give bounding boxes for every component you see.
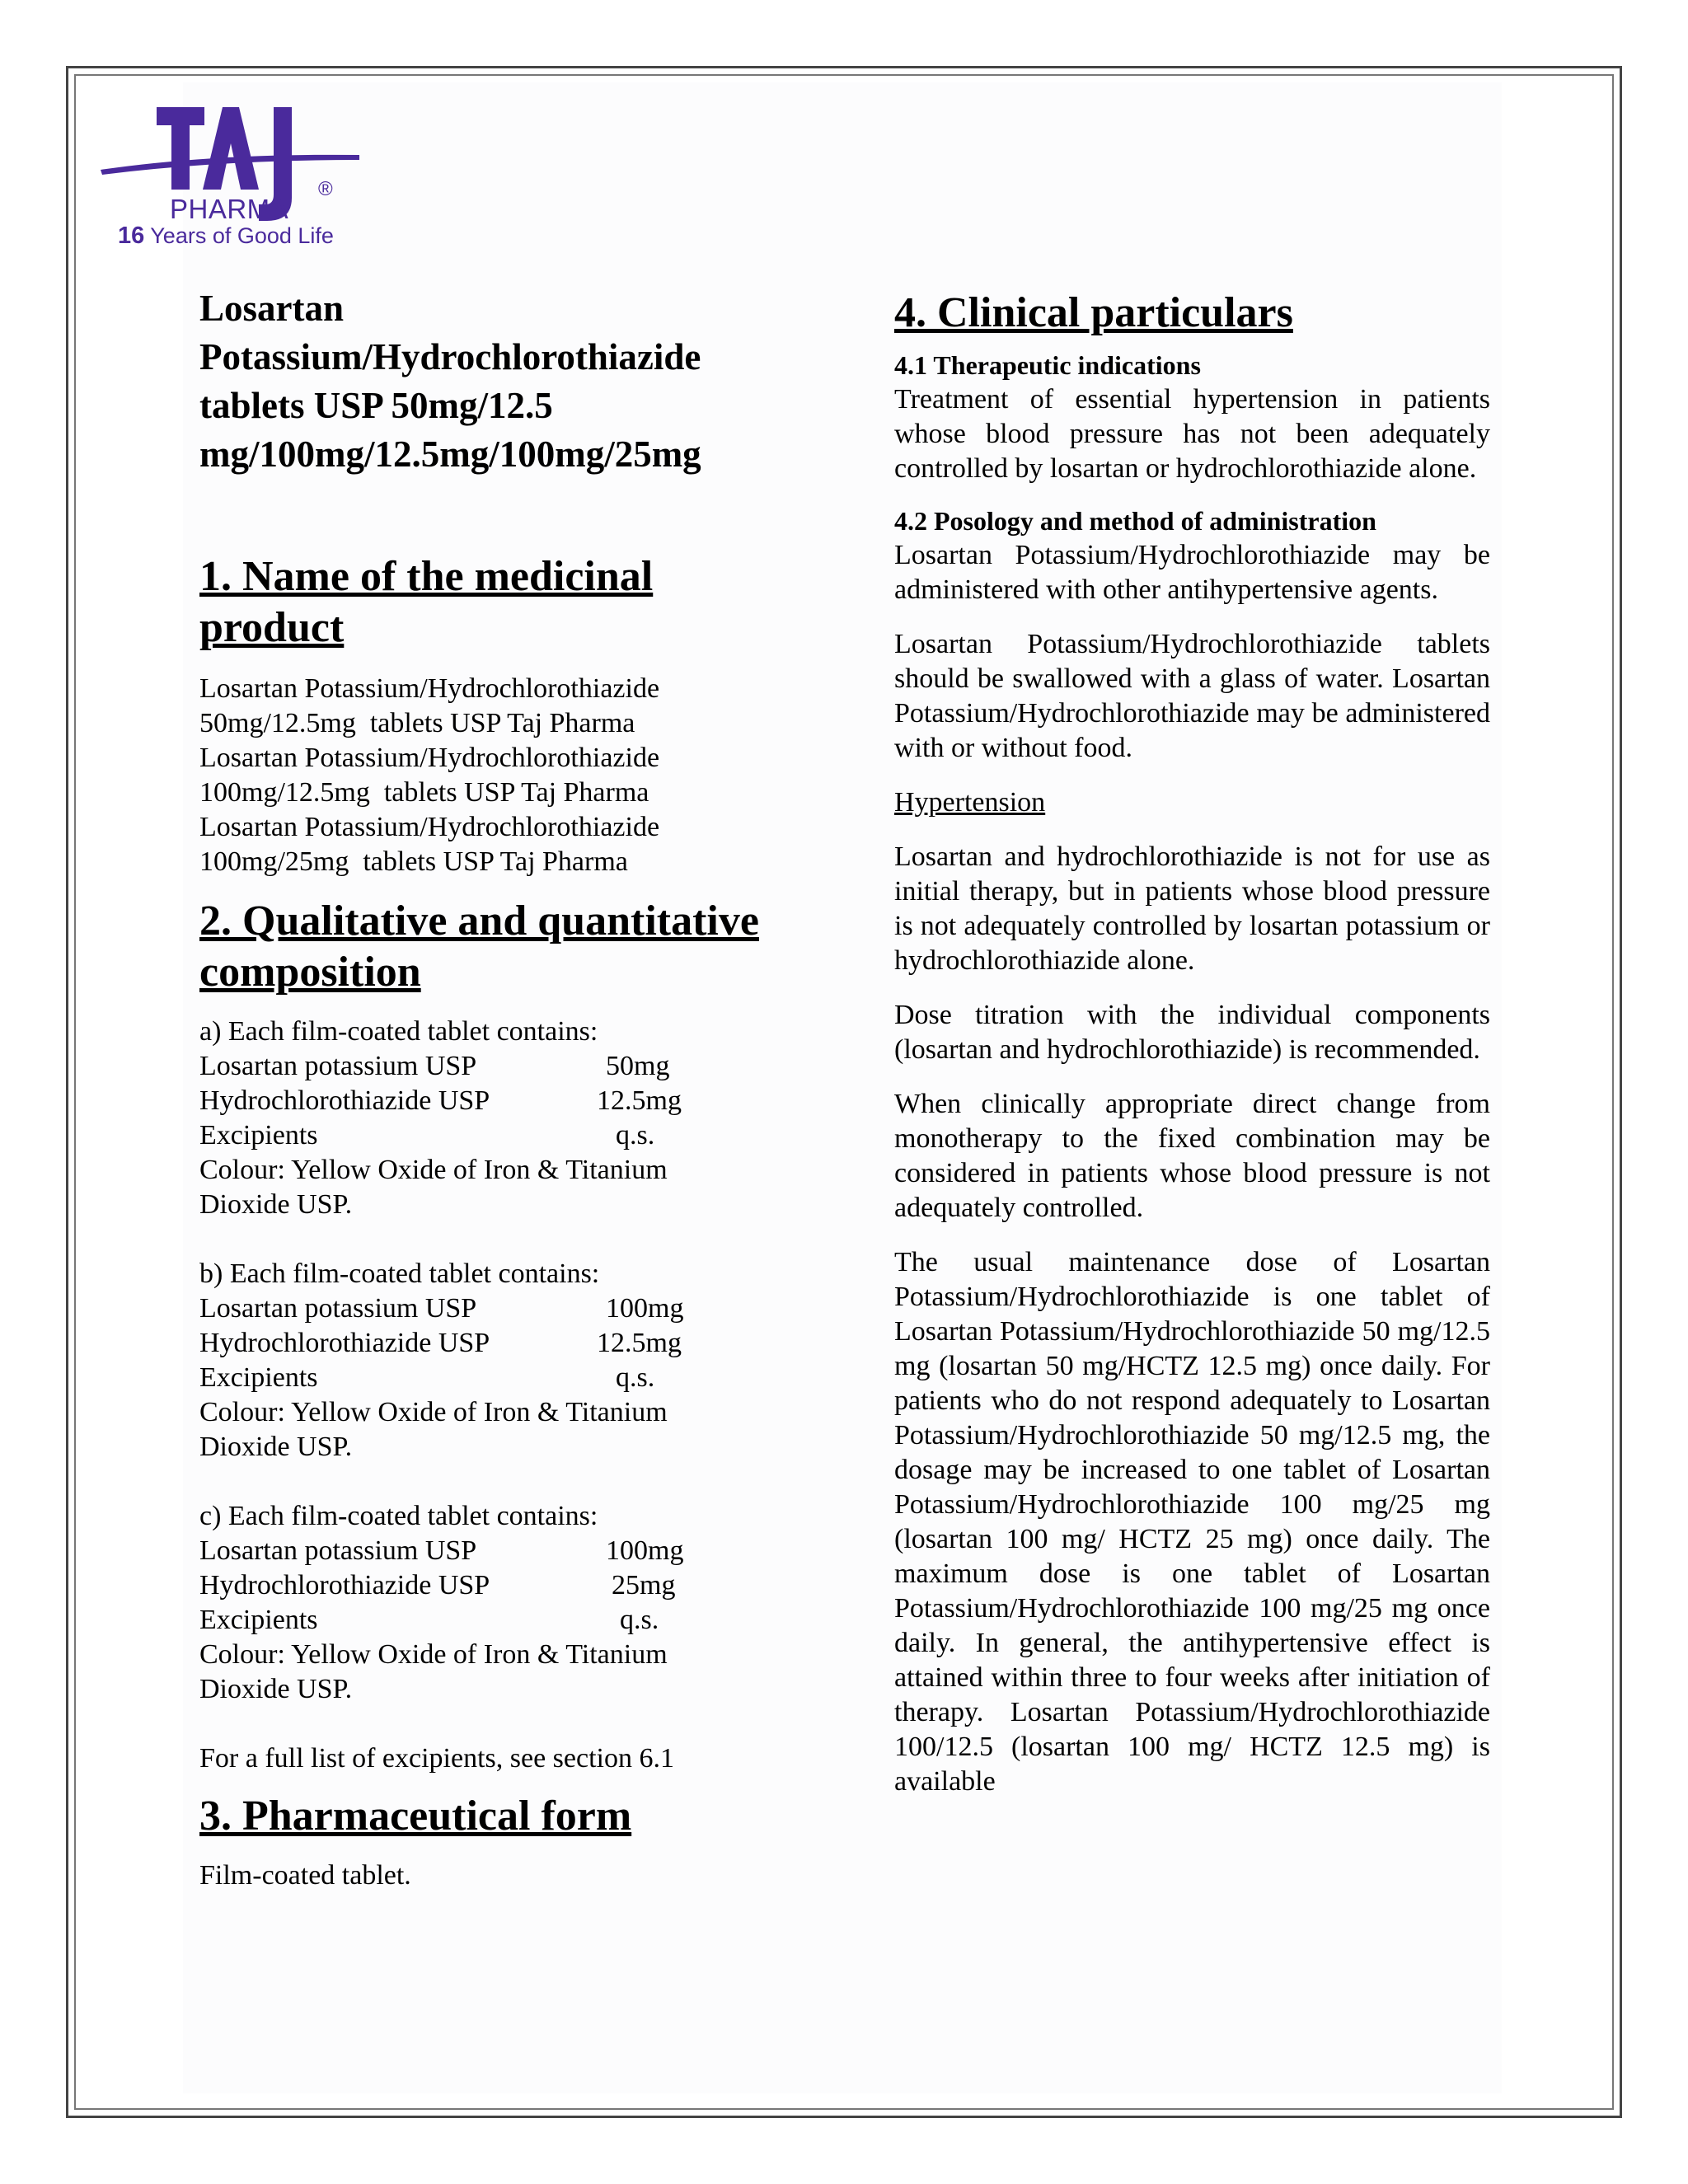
registered-mark: ®	[318, 178, 333, 200]
product-name-line: 50mg/12.5mg tablets USP Taj Pharma	[199, 708, 635, 738]
composition-row	[199, 1291, 785, 1326]
colour-line: Dioxide USP.	[199, 1189, 353, 1220]
ingredient-value: q.s.	[620, 1605, 659, 1635]
product-name-line: Losartan Potassium/Hydrochlorothiazide	[199, 673, 660, 704]
ingredient-name: Losartan potassium USP	[199, 1293, 477, 1324]
tagline-years: 16	[118, 223, 145, 249]
section-4-2-heading: 4.2 Posology and method of administration	[894, 506, 1376, 536]
posology-paragraph: Losartan Potassium/Hydrochlorothiazide may be administered with other antihypertensive agents.	[894, 540, 1490, 605]
composition-block-b	[199, 1257, 785, 1465]
section-4-1-heading: 4.1 Therapeutic indications	[894, 350, 1201, 380]
ingredient-name: Excipients	[199, 1120, 318, 1151]
product-title-line: Potassium/Hydrochlorothiazide	[199, 336, 701, 377]
therapeutic-indications-text: Treatment of essential hypertension in patients whose blood pressure has not been adequately controlled by losartan or hydrochlorothiazide alone.	[894, 384, 1490, 484]
composition-row	[199, 1118, 785, 1153]
excipients-footnote: For a full list of excipients, see section 6.1	[199, 1743, 674, 1774]
ingredient-value: q.s.	[616, 1362, 655, 1393]
right-column	[894, 284, 1490, 1799]
product-name-line: 100mg/25mg tablets USP Taj Pharma	[199, 846, 628, 877]
composition-row	[199, 1361, 785, 1395]
product-name-line: Losartan Potassium/Hydrochlorothiazide	[199, 812, 660, 842]
hypertension-paragraph: When clinically appropriate direct change from monotherapy to the fixed combination may be considered in patients whose blood pressure is not adequately controlled.	[894, 1089, 1490, 1223]
left-column	[199, 284, 785, 1893]
section-4-heading: 4. Clinical particulars	[894, 289, 1293, 336]
product-title-line: tablets USP 50mg/12.5	[199, 385, 553, 426]
taj-pharma-logo	[97, 101, 361, 253]
pharmaceutical-form-text: Film-coated tablet.	[199, 1860, 411, 1891]
section-2-heading	[199, 896, 785, 998]
ingredient-name: Hydrochlorothiazide USP	[199, 1085, 490, 1116]
composition-row	[199, 1568, 785, 1603]
colour-line: Colour: Yellow Oxide of Iron & Titanium	[199, 1397, 668, 1427]
ingredient-name: Excipients	[199, 1605, 318, 1635]
ingredient-name: Losartan potassium USP	[199, 1051, 477, 1081]
section-1-heading	[199, 551, 785, 654]
colour-line: Colour: Yellow Oxide of Iron & Titanium	[199, 1639, 668, 1670]
section-1-heading-line: product	[199, 604, 345, 651]
ingredient-value: 50mg	[606, 1051, 670, 1081]
colour-line: Dioxide USP.	[199, 1674, 353, 1704]
section-2-heading-line: composition	[199, 949, 421, 996]
product-title-line: mg/100mg/12.5mg/100mg/25mg	[199, 434, 701, 475]
hypertension-paragraph: Dose titration with the individual components (losartan and hydrochlorothiazide) is recommended.	[894, 1000, 1490, 1065]
hypertension-paragraph: Losartan and hydrochlorothiazide is not for use as initial therapy, but in patients whose blood pressure is not adequately controlled by losartan potassium or hydrochlorothiazide alone.	[894, 841, 1490, 976]
ingredient-name: Hydrochlorothiazide USP	[199, 1328, 490, 1358]
composition-block-c	[199, 1499, 785, 1707]
section-1-body	[199, 672, 785, 879]
ingredient-value: q.s.	[616, 1120, 655, 1151]
composition-row	[199, 1534, 785, 1568]
product-title	[199, 284, 785, 479]
product-name-line: 100mg/12.5mg tablets USP Taj Pharma	[199, 777, 649, 808]
colour-line: Dioxide USP.	[199, 1432, 353, 1462]
ingredient-name: Hydrochlorothiazide USP	[199, 1570, 490, 1601]
composition-intro: a) Each film-coated tablet contains:	[199, 1016, 598, 1047]
product-title-line: Losartan	[199, 288, 345, 329]
composition-row	[199, 1326, 785, 1361]
ingredient-value: 12.5mg	[597, 1085, 682, 1116]
ingredient-name: Excipients	[199, 1362, 318, 1393]
composition-row	[199, 1603, 785, 1638]
section-1-heading-line: 1. Name of the medicinal	[199, 553, 654, 600]
ingredient-value: 25mg	[612, 1570, 676, 1601]
composition-block-a	[199, 1015, 785, 1222]
composition-row	[199, 1049, 785, 1084]
colour-line: Colour: Yellow Oxide of Iron & Titanium	[199, 1155, 668, 1185]
hypertension-paragraph: The usual maintenance dose of Losartan Potassium/Hydrochlorothiazide is one tablet of Losartan Potassium/Hydrochlorothiazide 50 mg/12.5 mg (losartan 50 mg/HCTZ 12.5 mg) once daily. For patients who do not respond adequately to Losartan Potassium/Hydrochlorothiazide 50 mg/12.5 mg, the dosage may be increased to one tablet of Losartan Potassium/Hydrochlorothiazide 100 mg/25 mg (losartan 100 mg/ HCTZ 25 mg) once daily. The maximum dose is one tablet of Losartan Potassium/Hydrochlorothiazide 100 mg/25 mg once daily. In general, the antihypertensive effect is attained within three to four weeks after initiation of therapy. Losartan Potassium/Hydrochlorothiazide 100/12.5 (losartan 100 mg/ HCTZ 12.5 mg) is available	[894, 1247, 1490, 1797]
tagline-text: Years of Good Life	[150, 223, 334, 248]
ingredient-value: 100mg	[606, 1293, 684, 1324]
ingredient-value: 12.5mg	[597, 1328, 682, 1358]
composition-intro: b) Each film-coated tablet contains:	[199, 1258, 600, 1289]
hypertension-subheading: Hypertension	[894, 787, 1046, 818]
product-name-line: Losartan Potassium/Hydrochlorothiazide	[199, 743, 660, 773]
ingredient-name: Losartan potassium USP	[199, 1535, 477, 1566]
composition-intro: c) Each film-coated tablet contains:	[199, 1501, 598, 1531]
ingredient-value: 100mg	[606, 1535, 684, 1566]
section-3-heading: 3. Pharmaceutical form	[199, 1793, 632, 1840]
logo-pharma-text: PHARMA	[170, 194, 289, 224]
logo-tagline	[118, 223, 334, 250]
section-2-heading-line: 2. Qualitative and quantitative	[199, 898, 759, 944]
composition-row	[199, 1084, 785, 1118]
posology-paragraph: Losartan Potassium/Hydrochlorothiazide tablets should be swallowed with a glass of water. Losartan Potassium/Hydrochlorothiazide may be administered with or without food.	[894, 629, 1490, 763]
